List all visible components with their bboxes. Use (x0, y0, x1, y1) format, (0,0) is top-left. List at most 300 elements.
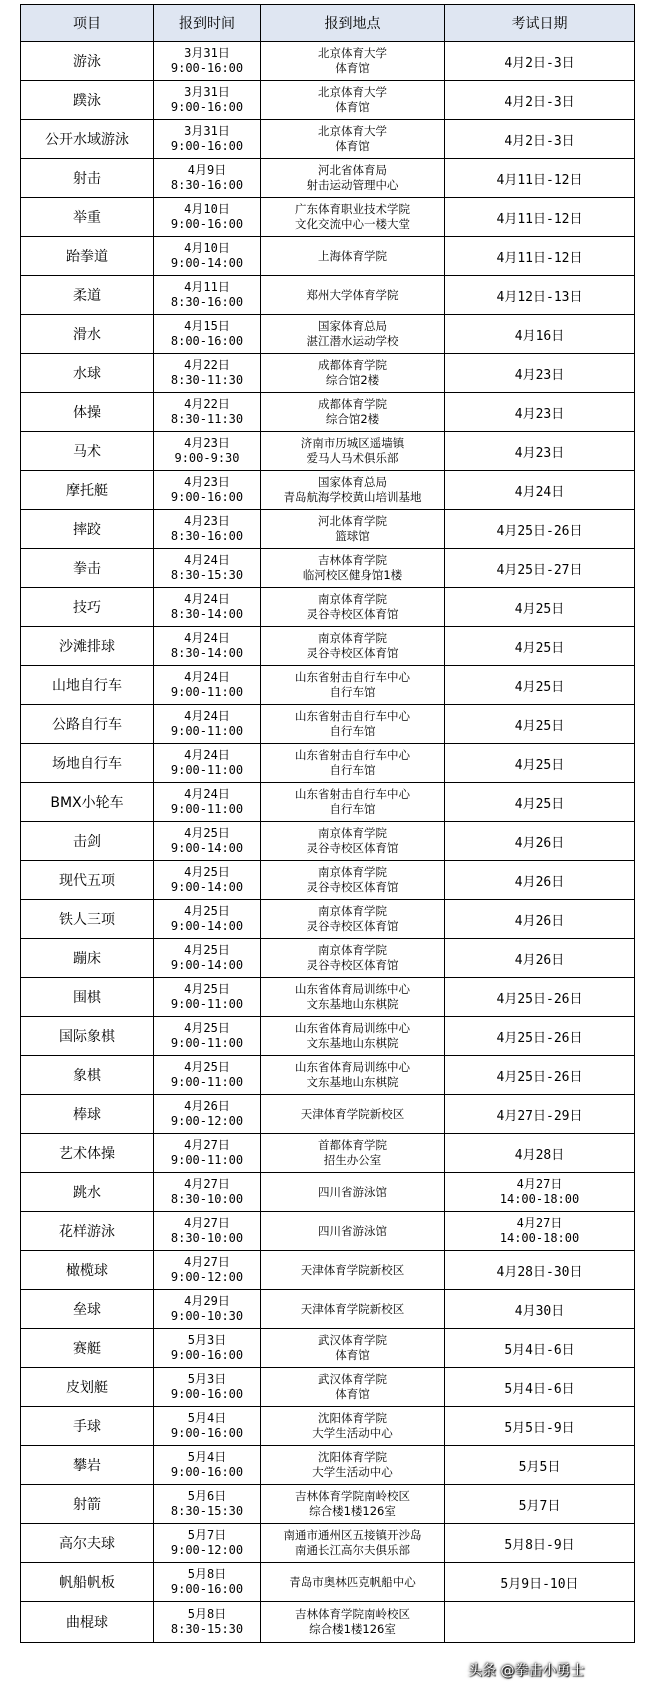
checkin-time-cell (154, 939, 261, 978)
table-row (21, 1095, 635, 1134)
checkin-hours: 8:00-16:00 (170, 334, 244, 348)
checkin-hours: 8:30-11:30 (170, 412, 244, 426)
checkin-hours: 9:00-11:00 (170, 1036, 244, 1050)
checkin-location-cell (261, 1251, 445, 1290)
location-line-2: 体育馆 (335, 1348, 370, 1362)
checkin-time-cell (154, 120, 261, 159)
table-row (21, 1329, 635, 1368)
exam-date-cell (445, 1602, 635, 1643)
location-line-2: 综合馆2楼 (325, 373, 380, 387)
checkin-date: 5月8日 (187, 1607, 227, 1621)
exam-date-cell: 5月8日-9日 (445, 1524, 635, 1563)
checkin-location-cell (261, 1329, 445, 1368)
checkin-location-cell (261, 1368, 445, 1407)
location-line-2: 大学生活动中心 (312, 1426, 393, 1440)
table-row (21, 1563, 635, 1602)
checkin-date: 4月24日 (184, 592, 230, 606)
checkin-time-cell (154, 393, 261, 432)
checkin-time-cell (154, 1134, 261, 1173)
checkin-location-cell (261, 861, 445, 900)
checkin-time-cell (154, 1173, 261, 1212)
checkin-hours: 8:30-15:30 (170, 568, 244, 582)
checkin-hours: 8:30-15:30 (170, 1504, 244, 1518)
checkin-hours: 9:00-11:00 (170, 1153, 244, 1167)
checkin-date: 5月8日 (187, 1567, 227, 1581)
checkin-time-cell (154, 1056, 261, 1095)
checkin-date: 4月27日 (184, 1216, 230, 1230)
checkin-time-cell (154, 549, 261, 588)
checkin-date: 4月24日 (184, 748, 230, 762)
location-line-2: 南通长江高尔夫俱乐部 (295, 1543, 410, 1557)
location-line-2: 自行车馆 (329, 685, 376, 699)
checkin-location-cell (261, 783, 445, 822)
exam-date-cell: 4月11日-12日 (445, 237, 635, 276)
location-line-1: 山东省射击自行车中心 (295, 748, 410, 762)
location-line-1: 北京体育大学 (318, 46, 387, 60)
exam-date-cell: 4月16日 (445, 315, 635, 354)
project-cell: 棒球 (21, 1095, 154, 1134)
table-row (21, 1446, 635, 1485)
checkin-date: 4月24日 (184, 787, 230, 801)
location-line-2: 自行车馆 (329, 802, 376, 816)
checkin-date: 4月10日 (184, 202, 230, 216)
checkin-hours: 9:00-14:00 (170, 880, 244, 894)
checkin-hours: 9:00-14:00 (170, 256, 244, 270)
checkin-location-cell (261, 42, 445, 81)
checkin-date: 5月7日 (187, 1528, 227, 1542)
location-line-1: 国家体育总局 (318, 319, 387, 333)
exam-date-cell: 4月25日 (445, 783, 635, 822)
exam-date-cell: 5月4日-6日 (445, 1368, 635, 1407)
location-line-1: 吉林体育学院南岭校区 (295, 1489, 410, 1503)
checkin-location-cell (261, 1602, 445, 1643)
location-line-2: 灵谷寺校区体育馆 (306, 607, 399, 621)
project-cell: 艺术体操 (21, 1134, 154, 1173)
project-cell: 体操 (21, 393, 154, 432)
project-cell: 柔道 (21, 276, 154, 315)
checkin-date: 5月3日 (187, 1372, 227, 1386)
project-cell: 技巧 (21, 588, 154, 627)
checkin-location-cell (261, 1563, 445, 1602)
checkin-time-cell (154, 1368, 261, 1407)
checkin-date: 4月25日 (184, 904, 230, 918)
checkin-time-cell (154, 510, 261, 549)
location-line-1: 南京体育学院 (318, 904, 387, 918)
location-line-2: 灵谷寺校区体育馆 (306, 958, 399, 972)
watermark: 头条 @拳击小勇士 (468, 1663, 585, 1679)
checkin-time-cell (154, 900, 261, 939)
checkin-date: 3月31日 (184, 124, 230, 138)
checkin-time-cell (154, 1563, 261, 1602)
checkin-location-cell (261, 978, 445, 1017)
checkin-location-cell (261, 588, 445, 627)
exam-date-cell: 4月23日 (445, 354, 635, 393)
location-line-1: 南京体育学院 (318, 943, 387, 957)
project-cell: 跳水 (21, 1173, 154, 1212)
exam-date-cell (445, 1173, 635, 1212)
table-row (21, 237, 635, 276)
location-line-1: 成都体育学院 (318, 397, 387, 411)
project-cell: 摔跤 (21, 510, 154, 549)
project-cell: 蹦床 (21, 939, 154, 978)
location-line-1: 北京体育大学 (318, 85, 387, 99)
checkin-hours: 8:30-10:00 (170, 1231, 244, 1245)
exam-date-cell: 4月25日 (445, 666, 635, 705)
checkin-date: 4月27日 (184, 1138, 230, 1152)
project-cell: 射击 (21, 159, 154, 198)
checkin-date: 4月25日 (184, 943, 230, 957)
table-row (21, 1407, 635, 1446)
location-line-2: 自行车馆 (329, 724, 376, 738)
table-row (21, 198, 635, 237)
checkin-location-cell (261, 471, 445, 510)
project-cell: 拳击 (21, 549, 154, 588)
checkin-time-cell (154, 432, 261, 471)
location-line-1: 山东省体育局训练中心 (295, 1060, 410, 1074)
exam-date-cell: 4月25日-26日 (445, 510, 635, 549)
location-line-1: 天津体育学院新校区 (300, 1262, 405, 1277)
location-line-2: 文东基地山东棋院 (306, 1075, 399, 1089)
location-line-1: 成都体育学院 (318, 358, 387, 372)
table-row (21, 120, 635, 159)
checkin-hours: 8:30-11:30 (170, 373, 244, 387)
checkin-date: 4月25日 (184, 1021, 230, 1035)
checkin-hours: 9:00-16:00 (170, 217, 244, 231)
project-cell: 马术 (21, 432, 154, 471)
exam-date-cell: 4月26日 (445, 939, 635, 978)
location-line-2: 综合楼1楼126室 (309, 1504, 396, 1518)
checkin-hours: 8:30-10:00 (170, 1192, 244, 1206)
table-row (21, 1524, 635, 1563)
checkin-location-cell (261, 1290, 445, 1329)
checkin-location-cell (261, 81, 445, 120)
exam-date-cell: 4月27日-29日 (445, 1095, 635, 1134)
checkin-date: 4月10日 (184, 241, 230, 255)
checkin-date: 4月25日 (184, 865, 230, 879)
checkin-time-cell (154, 783, 261, 822)
project-cell: 帆船帆板 (21, 1563, 154, 1602)
table-row (21, 1056, 635, 1095)
checkin-date: 4月24日 (184, 553, 230, 567)
location-line-2: 体育馆 (335, 139, 370, 153)
header-checkin-location: 报到地点 (261, 5, 445, 42)
checkin-date: 3月31日 (184, 85, 230, 99)
table-row (21, 705, 635, 744)
project-cell: 花样游泳 (21, 1212, 154, 1251)
project-cell: 国际象棋 (21, 1017, 154, 1056)
project-cell: BMX小轮车 (21, 783, 154, 822)
location-line-1: 山东省射击自行车中心 (295, 787, 410, 801)
location-line-1: 武汉体育学院 (318, 1372, 387, 1386)
checkin-location-cell (261, 666, 445, 705)
checkin-hours: 9:00-10:30 (170, 1309, 244, 1323)
checkin-time-cell (154, 744, 261, 783)
checkin-location-cell (261, 237, 445, 276)
exam-date-cell: 5月5日 (445, 1446, 635, 1485)
checkin-location-cell (261, 549, 445, 588)
location-line-1: 沈阳体育学院 (318, 1411, 387, 1425)
checkin-hours: 9:00-16:00 (170, 1348, 244, 1362)
checkin-date: 4月29日 (184, 1294, 230, 1308)
table-row (21, 549, 635, 588)
location-line-1: 南京体育学院 (318, 826, 387, 840)
location-line-2: 体育馆 (335, 61, 370, 75)
checkin-hours: 9:00-16:00 (170, 100, 244, 114)
checkin-date: 4月24日 (184, 670, 230, 684)
table-row (21, 510, 635, 549)
project-cell: 游泳 (21, 42, 154, 81)
location-line-1: 吉林体育学院南岭校区 (295, 1607, 410, 1621)
header-project: 项目 (21, 5, 154, 42)
project-cell: 象棋 (21, 1056, 154, 1095)
table-row (21, 1134, 635, 1173)
location-line-2: 自行车馆 (329, 763, 376, 777)
checkin-hours: 9:00-11:00 (170, 724, 244, 738)
table-row (21, 471, 635, 510)
exam-date-cell: 4月25日-26日 (445, 1056, 635, 1095)
location-line-1: 山东省体育局训练中心 (295, 1021, 410, 1035)
checkin-hours: 8:30-15:30 (170, 1622, 244, 1636)
checkin-time-cell (154, 1446, 261, 1485)
exam-date-cell: 4月25日 (445, 588, 635, 627)
exam-date-line-1: 4月27日 (516, 1216, 563, 1230)
exam-date-cell: 4月23日 (445, 393, 635, 432)
checkin-hours: 9:00-16:00 (170, 490, 244, 504)
location-line-2: 综合馆2楼 (325, 412, 380, 426)
project-cell: 沙滩排球 (21, 627, 154, 666)
location-line-1: 河北体育学院 (318, 514, 387, 528)
checkin-time-cell (154, 822, 261, 861)
checkin-hours: 9:00-14:00 (170, 919, 244, 933)
location-line-1: 山东省射击自行车中心 (295, 670, 410, 684)
exam-date-line-1: 4月27日 (516, 1177, 563, 1191)
exam-date-cell: 4月2日-3日 (445, 81, 635, 120)
exam-date-cell: 4月11日-12日 (445, 198, 635, 237)
checkin-date: 4月22日 (184, 358, 230, 372)
schedule-table (20, 4, 635, 1643)
table-row (21, 1290, 635, 1329)
checkin-time-cell (154, 1290, 261, 1329)
project-cell: 公开水域游泳 (21, 120, 154, 159)
location-line-1: 河北省体育局 (318, 163, 387, 177)
table-row (21, 627, 635, 666)
exam-date-cell: 4月24日 (445, 471, 635, 510)
exam-date-cell: 4月2日-3日 (445, 120, 635, 159)
checkin-date: 4月23日 (184, 436, 230, 450)
exam-date-cell: 4月2日-3日 (445, 42, 635, 81)
project-cell: 手球 (21, 1407, 154, 1446)
checkin-location-cell (261, 1407, 445, 1446)
location-line-1: 南通市通州区五接镇开沙岛 (283, 1528, 422, 1542)
checkin-time-cell (154, 1602, 261, 1643)
checkin-date: 5月3日 (187, 1333, 227, 1347)
checkin-date: 4月27日 (184, 1255, 230, 1269)
checkin-hours: 9:00-11:00 (170, 802, 244, 816)
checkin-location-cell (261, 393, 445, 432)
table-row (21, 900, 635, 939)
location-line-1: 济南市历城区遥墙镇 (300, 436, 405, 450)
location-line-2: 临河校区健身馆1楼 (302, 568, 403, 582)
location-line-1: 首都体育学院 (318, 1138, 387, 1152)
table-row (21, 42, 635, 81)
location-line-2: 体育馆 (335, 1387, 370, 1401)
project-cell: 围棋 (21, 978, 154, 1017)
project-cell: 皮划艇 (21, 1368, 154, 1407)
project-cell: 滑水 (21, 315, 154, 354)
checkin-location-cell (261, 744, 445, 783)
checkin-date: 5月4日 (187, 1450, 227, 1464)
project-cell: 跆拳道 (21, 237, 154, 276)
location-line-1: 广东体育职业技术学院 (295, 202, 410, 216)
table-row (21, 81, 635, 120)
location-line-1: 山东省射击自行车中心 (295, 709, 410, 723)
checkin-hours: 9:00-12:00 (170, 1114, 244, 1128)
location-line-1: 国家体育总局 (318, 475, 387, 489)
checkin-location-cell (261, 900, 445, 939)
header-checkin-time: 报到时间 (154, 5, 261, 42)
checkin-time-cell (154, 1524, 261, 1563)
checkin-date: 4月15日 (184, 319, 230, 333)
checkin-time-cell (154, 666, 261, 705)
checkin-time-cell (154, 861, 261, 900)
checkin-hours: 9:00-16:00 (170, 1426, 244, 1440)
project-cell: 摩托艇 (21, 471, 154, 510)
project-cell: 蹼泳 (21, 81, 154, 120)
checkin-time-cell (154, 1485, 261, 1524)
checkin-location-cell (261, 276, 445, 315)
location-line-2: 文东基地山东棋院 (306, 1036, 399, 1050)
location-line-2: 灵谷寺校区体育馆 (306, 919, 399, 933)
checkin-location-cell (261, 1446, 445, 1485)
checkin-time-cell (154, 81, 261, 120)
location-line-1: 四川省游泳馆 (318, 1223, 387, 1238)
checkin-time-cell (154, 588, 261, 627)
project-cell: 击剑 (21, 822, 154, 861)
location-line-2: 爱马人马术俱乐部 (306, 451, 399, 465)
checkin-time-cell (154, 354, 261, 393)
checkin-location-cell (261, 627, 445, 666)
exam-date-cell (445, 1212, 635, 1251)
checkin-location-cell (261, 510, 445, 549)
checkin-hours: 8:30-14:00 (170, 607, 244, 621)
location-line-1: 南京体育学院 (318, 631, 387, 645)
checkin-hours: 9:00-9:30 (174, 451, 240, 465)
exam-date-cell: 4月23日 (445, 432, 635, 471)
checkin-location-cell (261, 1056, 445, 1095)
location-line-2: 篮球馆 (335, 529, 370, 543)
table-row (21, 1017, 635, 1056)
checkin-location-cell (261, 159, 445, 198)
table-row (21, 159, 635, 198)
exam-date-cell: 4月25日-27日 (445, 549, 635, 588)
checkin-hours: 8:30-16:00 (170, 295, 244, 309)
table-row (21, 1173, 635, 1212)
location-line-2: 青岛航海学校黄山培训基地 (283, 490, 422, 504)
location-line-2: 文化交流中心一楼大堂 (295, 217, 410, 231)
checkin-time-cell (154, 627, 261, 666)
checkin-time-cell (154, 237, 261, 276)
location-line-2: 招生办公室 (323, 1153, 382, 1167)
project-cell: 曲棍球 (21, 1602, 154, 1643)
exam-date-line-2: 14:00-18:00 (499, 1231, 580, 1245)
exam-date-cell: 4月25日 (445, 744, 635, 783)
location-line-2: 文东基地山东棋院 (306, 997, 399, 1011)
location-line-1: 郑州大学体育学院 (306, 287, 399, 302)
checkin-date: 4月25日 (184, 982, 230, 996)
exam-date-cell: 4月11日-12日 (445, 159, 635, 198)
exam-date-cell: 5月9日-10日 (445, 1563, 635, 1602)
checkin-time-cell (154, 1329, 261, 1368)
location-line-2: 灵谷寺校区体育馆 (306, 646, 399, 660)
checkin-hours: 9:00-11:00 (170, 1075, 244, 1089)
checkin-date: 4月9日 (187, 163, 227, 177)
checkin-time-cell (154, 1251, 261, 1290)
location-line-2: 射击运动管理中心 (306, 178, 399, 192)
location-line-1: 南京体育学院 (318, 592, 387, 606)
checkin-location-cell (261, 939, 445, 978)
exam-date-cell: 4月25日-26日 (445, 978, 635, 1017)
checkin-hours: 9:00-11:00 (170, 763, 244, 777)
location-line-2: 体育馆 (335, 100, 370, 114)
location-line-2: 综合楼1楼126室 (309, 1622, 396, 1636)
project-cell: 铁人三项 (21, 900, 154, 939)
project-cell: 公路自行车 (21, 705, 154, 744)
table-row (21, 588, 635, 627)
project-cell: 垒球 (21, 1290, 154, 1329)
location-line-2: 灵谷寺校区体育馆 (306, 841, 399, 855)
checkin-hours: 9:00-16:00 (170, 61, 244, 75)
checkin-time-cell (154, 198, 261, 237)
checkin-time-cell (154, 1407, 261, 1446)
checkin-location-cell (261, 315, 445, 354)
checkin-time-cell (154, 42, 261, 81)
checkin-date: 3月31日 (184, 46, 230, 60)
location-line-1: 北京体育大学 (318, 124, 387, 138)
project-cell: 射箭 (21, 1485, 154, 1524)
checkin-time-cell (154, 1212, 261, 1251)
table-row (21, 822, 635, 861)
exam-date-cell: 4月12日-13日 (445, 276, 635, 315)
checkin-time-cell (154, 315, 261, 354)
exam-date-cell: 4月25日-26日 (445, 1017, 635, 1056)
checkin-date: 4月24日 (184, 631, 230, 645)
checkin-date: 4月25日 (184, 1060, 230, 1074)
checkin-hours: 9:00-12:00 (170, 1543, 244, 1557)
exam-date-cell: 4月28日-30日 (445, 1251, 635, 1290)
checkin-location-cell (261, 1173, 445, 1212)
location-line-1: 青岛市奥林匹克帆船中心 (289, 1574, 416, 1589)
checkin-date: 4月23日 (184, 475, 230, 489)
location-line-2: 灵谷寺校区体育馆 (306, 880, 399, 894)
checkin-time-cell (154, 705, 261, 744)
table-row (21, 1602, 635, 1643)
exam-date-cell: 4月26日 (445, 822, 635, 861)
location-line-1: 武汉体育学院 (318, 1333, 387, 1347)
checkin-hours: 9:00-16:00 (170, 1387, 244, 1401)
project-cell: 举重 (21, 198, 154, 237)
checkin-location-cell (261, 432, 445, 471)
table-row (21, 744, 635, 783)
exam-date-cell: 4月30日 (445, 1290, 635, 1329)
location-line-1: 天津体育学院新校区 (300, 1301, 405, 1316)
checkin-hours: 8:30-14:00 (170, 646, 244, 660)
table-row (21, 1251, 635, 1290)
checkin-time-cell (154, 276, 261, 315)
location-line-1: 山东省体育局训练中心 (295, 982, 410, 996)
checkin-time-cell (154, 978, 261, 1017)
checkin-hours: 8:30-16:00 (170, 529, 244, 543)
table-row (21, 861, 635, 900)
